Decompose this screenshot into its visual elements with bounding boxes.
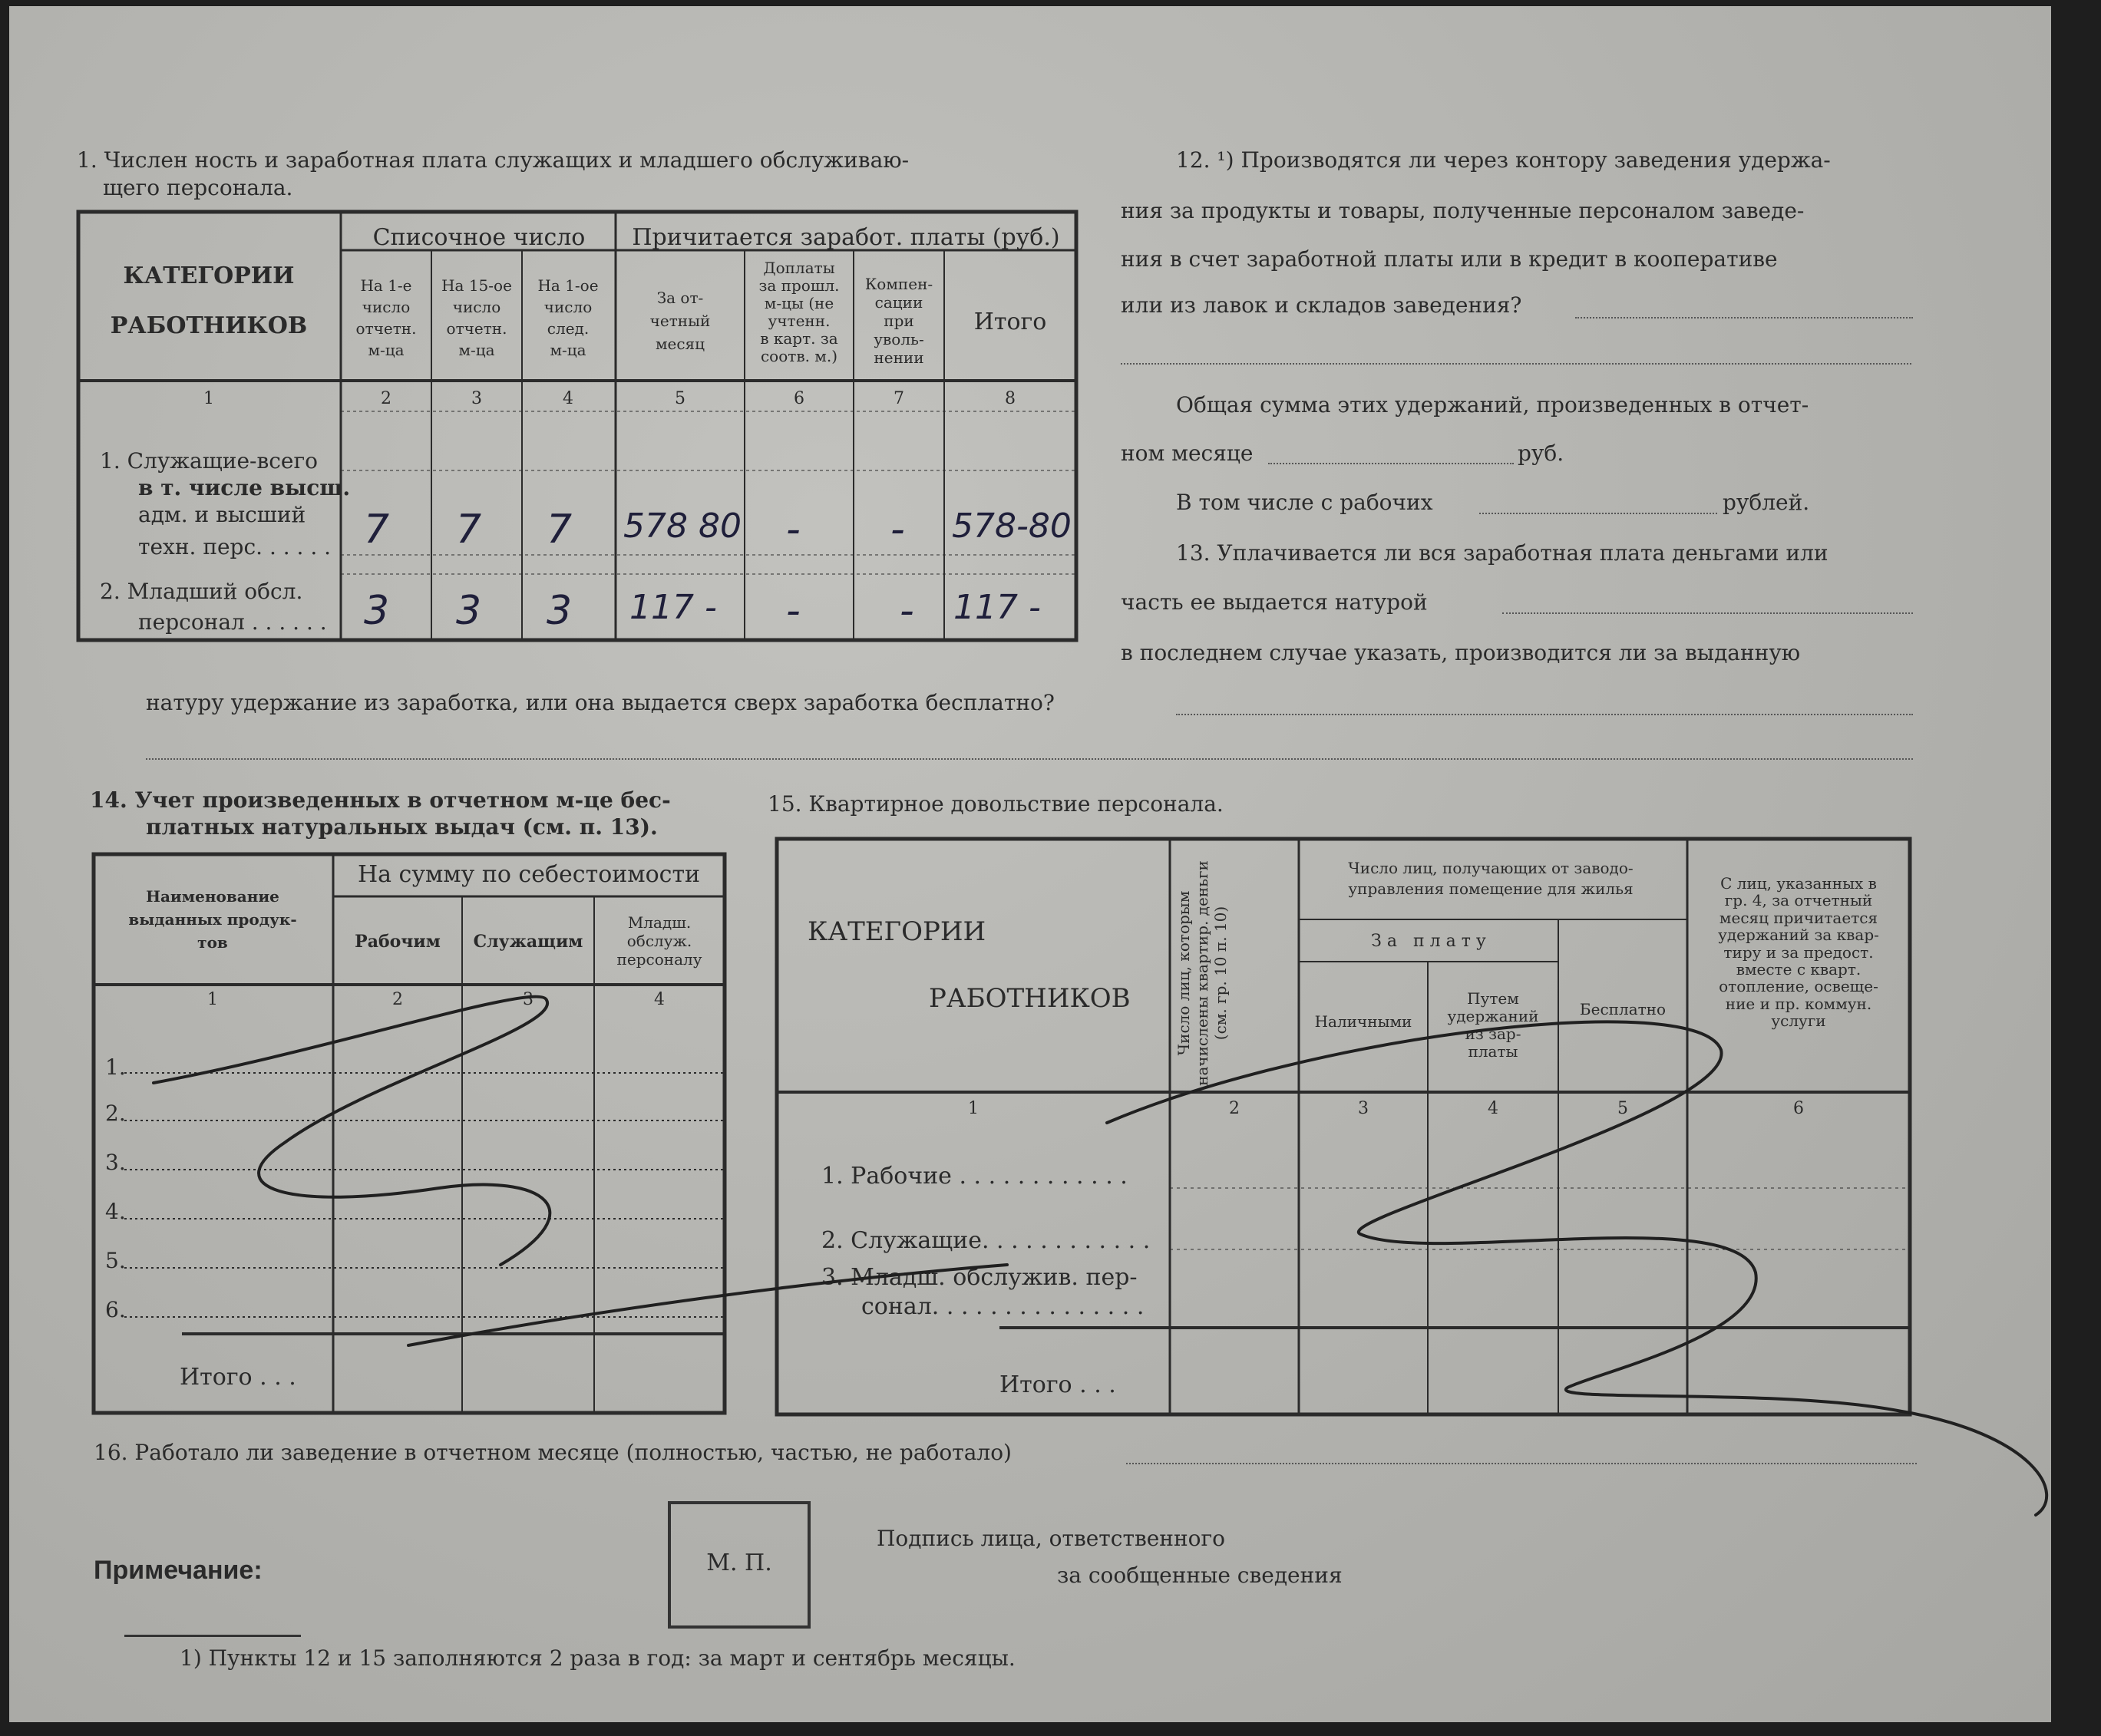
s14-group-header: На сумму по себестоимости — [357, 861, 701, 888]
s14-row-2: 2. — [105, 1101, 126, 1126]
s12-sum-line1: Общая сумма этих удержаний, произведенных в отчет- — [1176, 392, 1809, 417]
s1-row1-col4-value: 7 — [547, 507, 573, 553]
s1-row2-label-l2: персонал . . . . . . — [138, 609, 327, 635]
s1-row2-col6-value: - — [786, 588, 801, 634]
s14-col4-header: Младш. обслуж. персоналу — [616, 913, 702, 969]
s1-row2-col3-value: 3 — [456, 588, 482, 634]
s1-group-list: Списочное число — [372, 224, 586, 251]
s1-colnum-3: 3 — [471, 389, 482, 408]
s15-row1-label: 1. Рабочие . . . . . . . . . . . . — [821, 1163, 1128, 1190]
s1-colnum-7: 7 — [894, 389, 904, 408]
s1-row1-col5-value: 578 80 — [623, 507, 742, 546]
s15-row3-label-l1: 3. Младш. обслужив. пер- — [821, 1264, 1138, 1291]
s1-col3-header: На 15-ое число отчетн. м-ца — [441, 276, 512, 359]
s12-incl-b: рублей. — [1723, 490, 1810, 515]
s1-col5-header: За от- четный месяц — [649, 289, 711, 353]
s1-row2-col7-value: - — [900, 588, 914, 634]
s1-colnum-2: 2 — [381, 389, 391, 408]
footnote: 1) Пункты 12 и 15 заполняются 2 раза в год: за март и сентябрь месяцы. — [180, 1645, 1016, 1671]
s1-head-workers: РАБОТНИКОВ — [110, 312, 308, 339]
s15-colnum-6: 6 — [1793, 1099, 1804, 1118]
s15-row3-label-l2: сонал. . . . . . . . . . . . . . . — [861, 1293, 1145, 1320]
s1-row1-label-l4: техн. перс. . . . . . — [138, 534, 332, 559]
s1-row1-label-l1: 1. Служащие-всего — [100, 448, 319, 474]
s1-col8-header: Итого — [973, 309, 1047, 335]
s1-heading-line1: 1. Числен ность и заработная плата служащих и младшего обслуживаю- — [77, 147, 910, 173]
note-label: Примечание: — [94, 1556, 263, 1585]
s15-colnum-1: 1 — [968, 1099, 979, 1118]
s1-row1-col7-value: - — [890, 507, 905, 553]
s1-row1-label-l3: адм. и высший — [138, 502, 306, 527]
s1-row1-label-l2: в т. числе высш. — [138, 475, 351, 500]
s15-col2-header: Число лиц, которым начислены квартир. деньги (см. гр. 10 п. 10) — [1174, 860, 1230, 1086]
s14-col3-header: Служащим — [473, 932, 583, 952]
s14-col1-header: Наименование выданных продук- тов — [128, 887, 297, 952]
s12-line1: 12. ¹) Производятся ли через контору заведения удержа- — [1176, 147, 1831, 173]
s1-row1-col6-value: - — [786, 507, 801, 553]
s1-colnum-8: 8 — [1005, 389, 1016, 408]
s15-colnum-4: 4 — [1488, 1099, 1498, 1118]
s15-col3-header: Наличными — [1314, 1012, 1412, 1031]
s14-heading-line1: 14. Учет произведенных в отчетном м-це бес- — [90, 787, 671, 813]
s12-line2: ния за продукты и товары, полученные персоналом заведе- — [1121, 198, 1805, 223]
s1-row2-col2-value: 3 — [364, 588, 390, 634]
s15-col5-header: Бесплатно — [1579, 1000, 1667, 1018]
s15-total-label: Итого . . . — [999, 1371, 1116, 1398]
s14-colnum-4: 4 — [654, 990, 665, 1009]
s1-row2-label-l1: 2. Младший обсл. — [100, 579, 303, 604]
s15-cat-line2: РАБОТНИКОВ — [929, 983, 1131, 1014]
s12-line3: ния в счет заработной платы или в кредит в кооперативе — [1121, 246, 1778, 272]
s1-colnum-4: 4 — [563, 389, 573, 408]
s14-heading-line2: платных натуральных выдач (см. п. 13). — [146, 814, 658, 840]
s1-row1-col2-value: 7 — [364, 507, 390, 553]
s16-question: 16. Работало ли заведение в отчетном месяце (полностью, частью, не работало) — [94, 1440, 1012, 1465]
stamp-label: М. П. — [706, 1550, 772, 1576]
document-page — [9, 6, 2051, 1722]
s15-colnum-3: 3 — [1358, 1099, 1369, 1118]
s1-heading-line2: щего персонала. — [103, 175, 293, 200]
s1-row2-col5-value: 117 - — [629, 588, 717, 627]
signature-label-l2: за сообщенные сведения — [1057, 1563, 1343, 1588]
signature-label-l1: Подпись лица, ответственного — [877, 1526, 1226, 1551]
s13-line1: 13. Уплачивается ли вся заработная плата деньгами или — [1176, 540, 1828, 566]
s1-colnum-5: 5 — [675, 389, 685, 408]
s1-head-category: КАТЕГОРИИ — [123, 262, 295, 289]
s1-row1-col3-value: 7 — [456, 507, 482, 553]
s14-col2-header: Рабочим — [355, 932, 441, 952]
s15-subgroup-header: З а п л а т у — [1371, 932, 1486, 951]
s15-colnum-5: 5 — [1617, 1099, 1628, 1118]
s14-row-5: 5. — [105, 1248, 126, 1273]
s1-col2-header: На 1-е число отчетн. м-ца — [355, 276, 417, 359]
s15-group-header: Число лиц, получающих от заводо- управления помещение для жилья — [1348, 859, 1634, 898]
s1-row2-col8-value: 117 - — [953, 588, 1041, 627]
s1-colnum-1: 1 — [203, 389, 214, 408]
s12-line4: или из лавок и складов заведения? — [1121, 292, 1522, 318]
s1-row2-col4-value: 3 — [547, 588, 573, 634]
s14-row-3: 3. — [105, 1150, 126, 1175]
s12-incl-a: В том числе с рабочих — [1176, 490, 1433, 515]
s1-group-pay: Причитается заработ. платы (руб.) — [632, 224, 1060, 251]
s1-colnum-6: 6 — [794, 389, 804, 408]
s14-row-1: 1. — [105, 1054, 126, 1080]
s14-colnum-2: 2 — [392, 990, 403, 1009]
s14-row-4: 4. — [105, 1199, 126, 1224]
form-grid-lines — [9, 6, 2051, 1722]
s1-row1-col8-value: 578-80 — [952, 507, 1072, 546]
s15-row2-label: 2. Служащие. . . . . . . . . . . . — [821, 1227, 1151, 1254]
s14-colnum-3: 3 — [523, 990, 534, 1009]
s1-col7-header: Компен- сации при уволь- нении — [864, 275, 933, 367]
s1-col6-header: Доплаты за прошл. м-цы (не учтенн. в карт. за соотв. м.) — [758, 259, 840, 365]
s13-line4: натуру удержание из заработка, или она выдается сверх заработка бесплатно? — [146, 690, 1055, 715]
s1-col4-header: На 1-ое число след. м-ца — [537, 276, 599, 359]
s14-row-6: 6. — [105, 1297, 126, 1322]
s15-col6-header: С лиц, указанных в гр. 4, за отчетный месяц причитается удержаний за квар- тиру и за предост. вместе с кварт. отопление, освеще- ние и пр. коммун. услуги — [1718, 874, 1879, 1031]
s12-sum-line2a: ном месяце — [1121, 441, 1254, 466]
s12-sum-line2b: руб. — [1518, 441, 1564, 466]
s15-col4-header: Путем удержаний из зар- платы — [1447, 989, 1539, 1061]
s14-colnum-1: 1 — [207, 990, 218, 1009]
s14-total-label: Итого . . . — [180, 1364, 296, 1391]
s15-heading: 15. Квартирное довольствие персонала. — [768, 791, 1224, 817]
s15-colnum-2: 2 — [1229, 1099, 1240, 1118]
s13-line3: в последнем случае указать, производится ли за выданную — [1121, 640, 1801, 665]
s13-line2: часть ее выдается натурой — [1121, 589, 1428, 615]
s15-cat-line1: КАТЕГОРИИ — [808, 916, 986, 947]
